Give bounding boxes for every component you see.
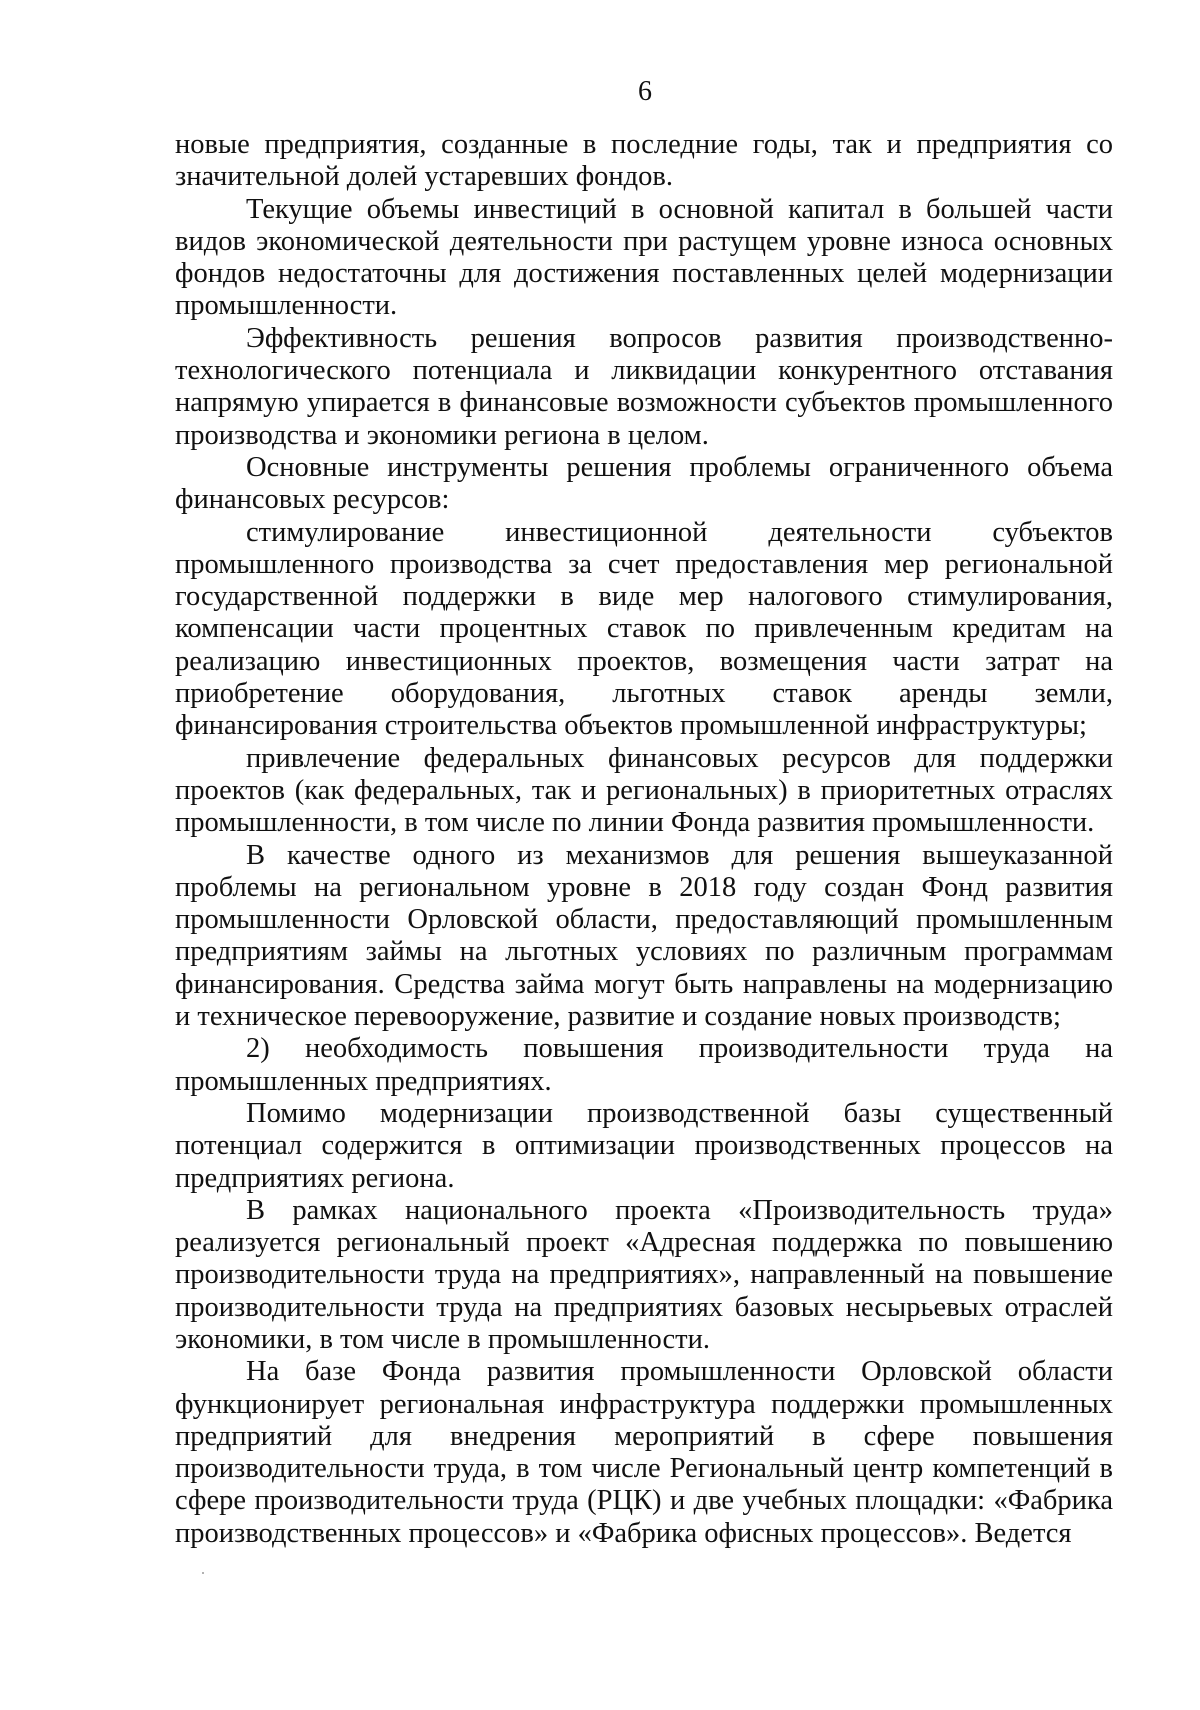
scan-speck <box>202 1572 204 1574</box>
paragraph: Эффективность решения вопросов развития производственно-технологического потенциала и ликвидации конкурентного отставания напрямую упирается в финансовые возможности субъектов промышленного производства и экономики региона в целом. <box>175 322 1113 451</box>
page-number: 6 <box>638 76 652 107</box>
paragraph: В рамках национального проекта «Производительность труда» реализуется региональный проект «Адресная поддержка по повышению производительности труда на предприятиях», направленный на повышение производительности труда на предприятиях базовых несырьевых отраслей экономики, в том числе в промышленности. <box>175 1194 1113 1355</box>
paragraph: Текущие объемы инвестиций в основной капитал в большей части видов экономической деятельности при растущем уровне износа основных фондов недостаточны для достижения поставленных целей модернизации промышленности. <box>175 193 1113 322</box>
paragraph: Основные инструменты решения проблемы ограниченного объема финансовых ресурсов: <box>175 451 1113 516</box>
document-body <box>175 129 1113 1550</box>
numbered-item: 2) необходимость повышения производительности труда на промышленных предприятиях. <box>175 1033 1113 1097</box>
paragraph: Помимо модернизации производственной базы существенный потенциал содержится в оптимизации производственных процессов на предприятиях региона. <box>175 1097 1113 1194</box>
list-item: привлечение федеральных финансовых ресурсов для поддержки проектов (как федеральных, так и региональных) в приоритетных отраслях промышленности, в том числе по линии Фонда развития промышленности. <box>175 742 1113 839</box>
list-item: стимулирование инвестиционной деятельности субъектов промышленного производства за счет предоставления мер региональной государственной поддержки в виде мер налогового стимулирования, компенсации части процентных ставок по привлеченным кредитам на реализацию инвестиционных проектов, возмещения части затрат на приобретение оборудования, льготных ставок аренды земли, финансирования строительства объектов промышленной инфраструктуры; <box>175 516 1113 742</box>
paragraph: В качестве одного из механизмов для решения вышеуказанной проблемы на региональном уровне в 2018 году создан Фонд развития промышленности Орловской области, предоставляющий промышленным предприятиям займы на льготных условиях по различным программам финансирования. Средства займа могут быть направлены на модернизацию и техническое перевооружение, развитие и создание новых производств; <box>175 839 1113 1033</box>
paragraph: новые предприятия, созданные в последние годы, так и предприятия со значительной долей устаревших фондов. <box>175 129 1113 193</box>
paragraph: На базе Фонда развития промышленности Орловской области функционирует региональная инфраструктура поддержки промышленных предприятий для внедрения мероприятий в сфере повышения производительности труда, в том числе Региональный центр компетенций в сфере производительности труда (РЦК) и две учебных площадки: «Фабрика производственных процессов» и «Фабрика офисных процессов». Ведется <box>175 1356 1113 1549</box>
